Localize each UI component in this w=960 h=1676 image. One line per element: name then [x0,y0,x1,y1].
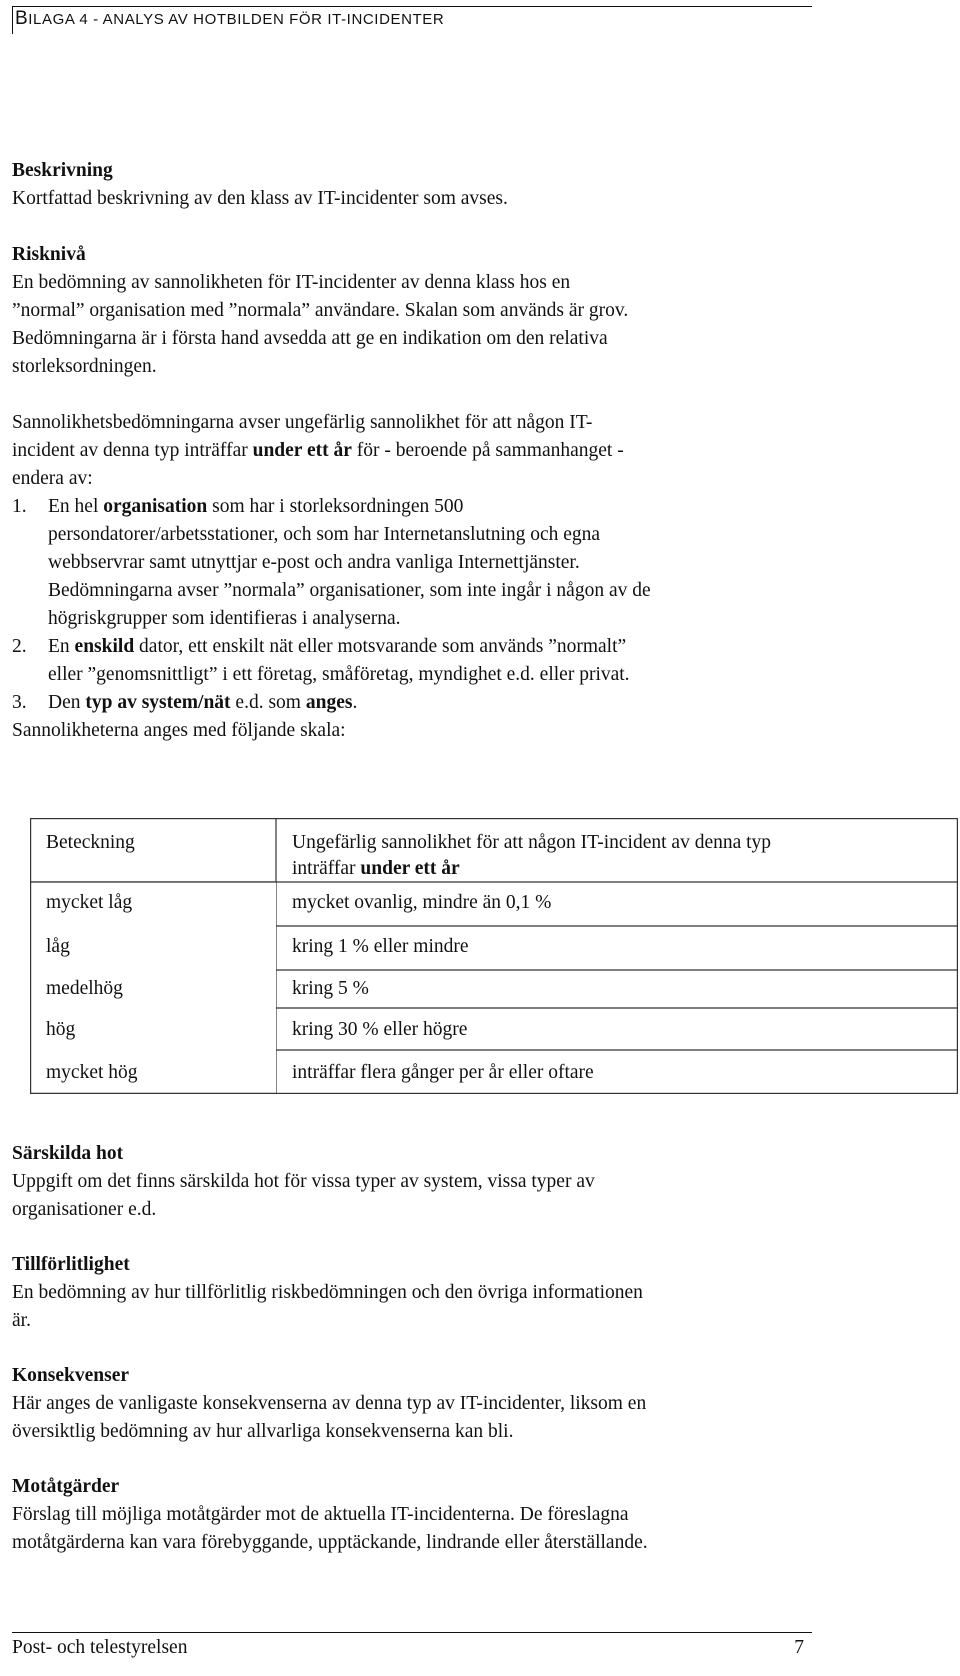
table-row-value: kring 30 % eller högre [292,1019,468,1040]
text-span: incident av denna typ inträffar [12,440,253,461]
text-span: e.d. som [230,692,306,713]
section-heading-tillforlitlighet: Tillförlitlighet [12,1254,130,1275]
header-line: Ungefärlig sannolikhet för att någon IT-incident av denna typ [292,832,772,853]
list-item-line [48,633,912,661]
page-number: 7 [794,1637,804,1658]
konsekvenser-line: översiktlig bedömning av hur allvarliga konsekvenserna kan bli. [12,1421,514,1442]
table-row-value: inträffar flera gånger per år eller oftare [292,1062,594,1083]
sannolikhet-line: Sannolikhetsbedömningarna avser ungefärlig sannolikhet för att någon IT- [12,412,593,433]
motatgarder-line: motåtgärderna kan vara förebyggande, upptäckande, lindrande eller återställande. [12,1532,648,1553]
riskniva-line: storleksordningen. [12,356,157,377]
sarskilda-line: organisationer e.d. [12,1199,157,1220]
scale-intro: Sannolikheterna anges med följande skala: [12,720,346,741]
list-item [12,689,912,717]
text-span: En hel [48,496,104,517]
list-item [12,633,912,689]
list-number: 3. [12,692,27,713]
text-span: En [48,636,75,657]
list-item-line: eller ”genomsnittligt” i ett företag, småföretag, myndighet e.d. eller privat. [48,664,630,685]
running-header [12,6,812,34]
list-item-line: högriskgrupper som identifieras i analyserna. [48,608,401,629]
table-row-value: mycket ovanlig, mindre än 0,1 % [292,892,552,913]
list-item-line: Bedömningarna avser ”normala” organisationer, som inte ingår i någon av de [48,580,651,601]
section-heading-beskrivning: Beskrivning [12,160,113,181]
riskniva-line: En bedömning av sannolikheten för IT-incidenter av denna klass hos en [12,272,571,293]
column-header-sannolikhet [292,830,942,882]
table-row-label: hög [46,1019,76,1040]
list-item [12,493,912,633]
text-span: . [352,692,358,713]
text-span: inträffar [292,858,361,879]
list-number: 2. [12,636,27,657]
list-item-line [48,493,912,521]
riskniva-line: Bedömningarna är i första hand avsedda att ge en indikation om den relativa [12,328,608,349]
sarskilda-line: Uppgift om det finns särskilda hot för vissa typer av system, vissa typer av [12,1171,595,1192]
emphasis: typ av system/nät [85,692,231,713]
main-content [12,157,912,745]
tillforlitlighet-line: En bedömning av hur tillförlitlig riskbedömningen och den övriga informationen [12,1282,643,1303]
tillforlitlighet-line: är. [12,1310,31,1331]
text-span: för - beroende på sammanhanget - [351,440,624,461]
column-header-beteckning: Beteckning [46,832,135,853]
lower-content [12,1140,912,1557]
table-row-label: låg [46,936,70,957]
table-row-label: medelhög [46,978,123,999]
section-heading-motatgarder: Motåtgärder [12,1476,120,1497]
list-item-line [48,689,912,717]
sannolikhet-line: endera av: [12,468,93,489]
probability-scale-table [30,818,958,1094]
text-span: som har i storleksordningen 500 [207,496,464,517]
list-number: 1. [12,496,27,517]
footer-publisher: Post- och telestyrelsen [12,1637,188,1658]
text-span: Den [48,692,86,713]
beskrivning-text: Kortfattad beskrivning av den klass av IT-incidenter som avses. [12,188,508,209]
table-row-label: mycket hög [46,1062,138,1083]
emphasis: under ett år [252,440,352,461]
header-line [292,856,942,882]
table-row-label: mycket låg [46,892,133,913]
list-item-line: webbservrar samt utnyttjar e-post och andra vanliga Internettjänster. [48,552,580,573]
numbered-list [12,493,912,717]
page-footer [12,1632,812,1659]
list-item-line: persondatorer/arbetsstationer, och som har Internetanslutning och egna [48,524,601,545]
riskniva-line: ”normal” organisation med ”normala” användare. Skalan som används är grov. [12,300,629,321]
emphasis: enskild [74,636,135,657]
emphasis: under ett år [360,858,460,879]
konsekvenser-line: Här anges de vanligaste konsekvenserna av denna typ av IT-incidenter, liksom en [12,1393,647,1414]
header-title: ILAGA 4 - ANALYS AV HOTBILDEN FÖR IT-INCIDENTER [28,11,445,28]
sannolikhet-line [12,437,912,465]
text-span: dator, ett enskilt nät eller motsvarande som används ”normalt” [134,636,627,657]
table-row-value: kring 5 % [292,978,369,999]
section-heading-riskniva: Risknivå [12,244,86,265]
motatgarder-line: Förslag till möjliga motåtgärder mot de aktuella IT-incidenterna. De föreslagna [12,1504,629,1525]
emphasis: organisation [103,496,208,517]
section-heading-konsekvenser: Konsekvenser [12,1365,129,1386]
emphasis: anges [305,692,353,713]
section-heading-sarskilda-hot: Särskilda hot [12,1143,124,1164]
header-initial: B [15,8,29,29]
table-row-value: kring 1 % eller mindre [292,936,469,957]
